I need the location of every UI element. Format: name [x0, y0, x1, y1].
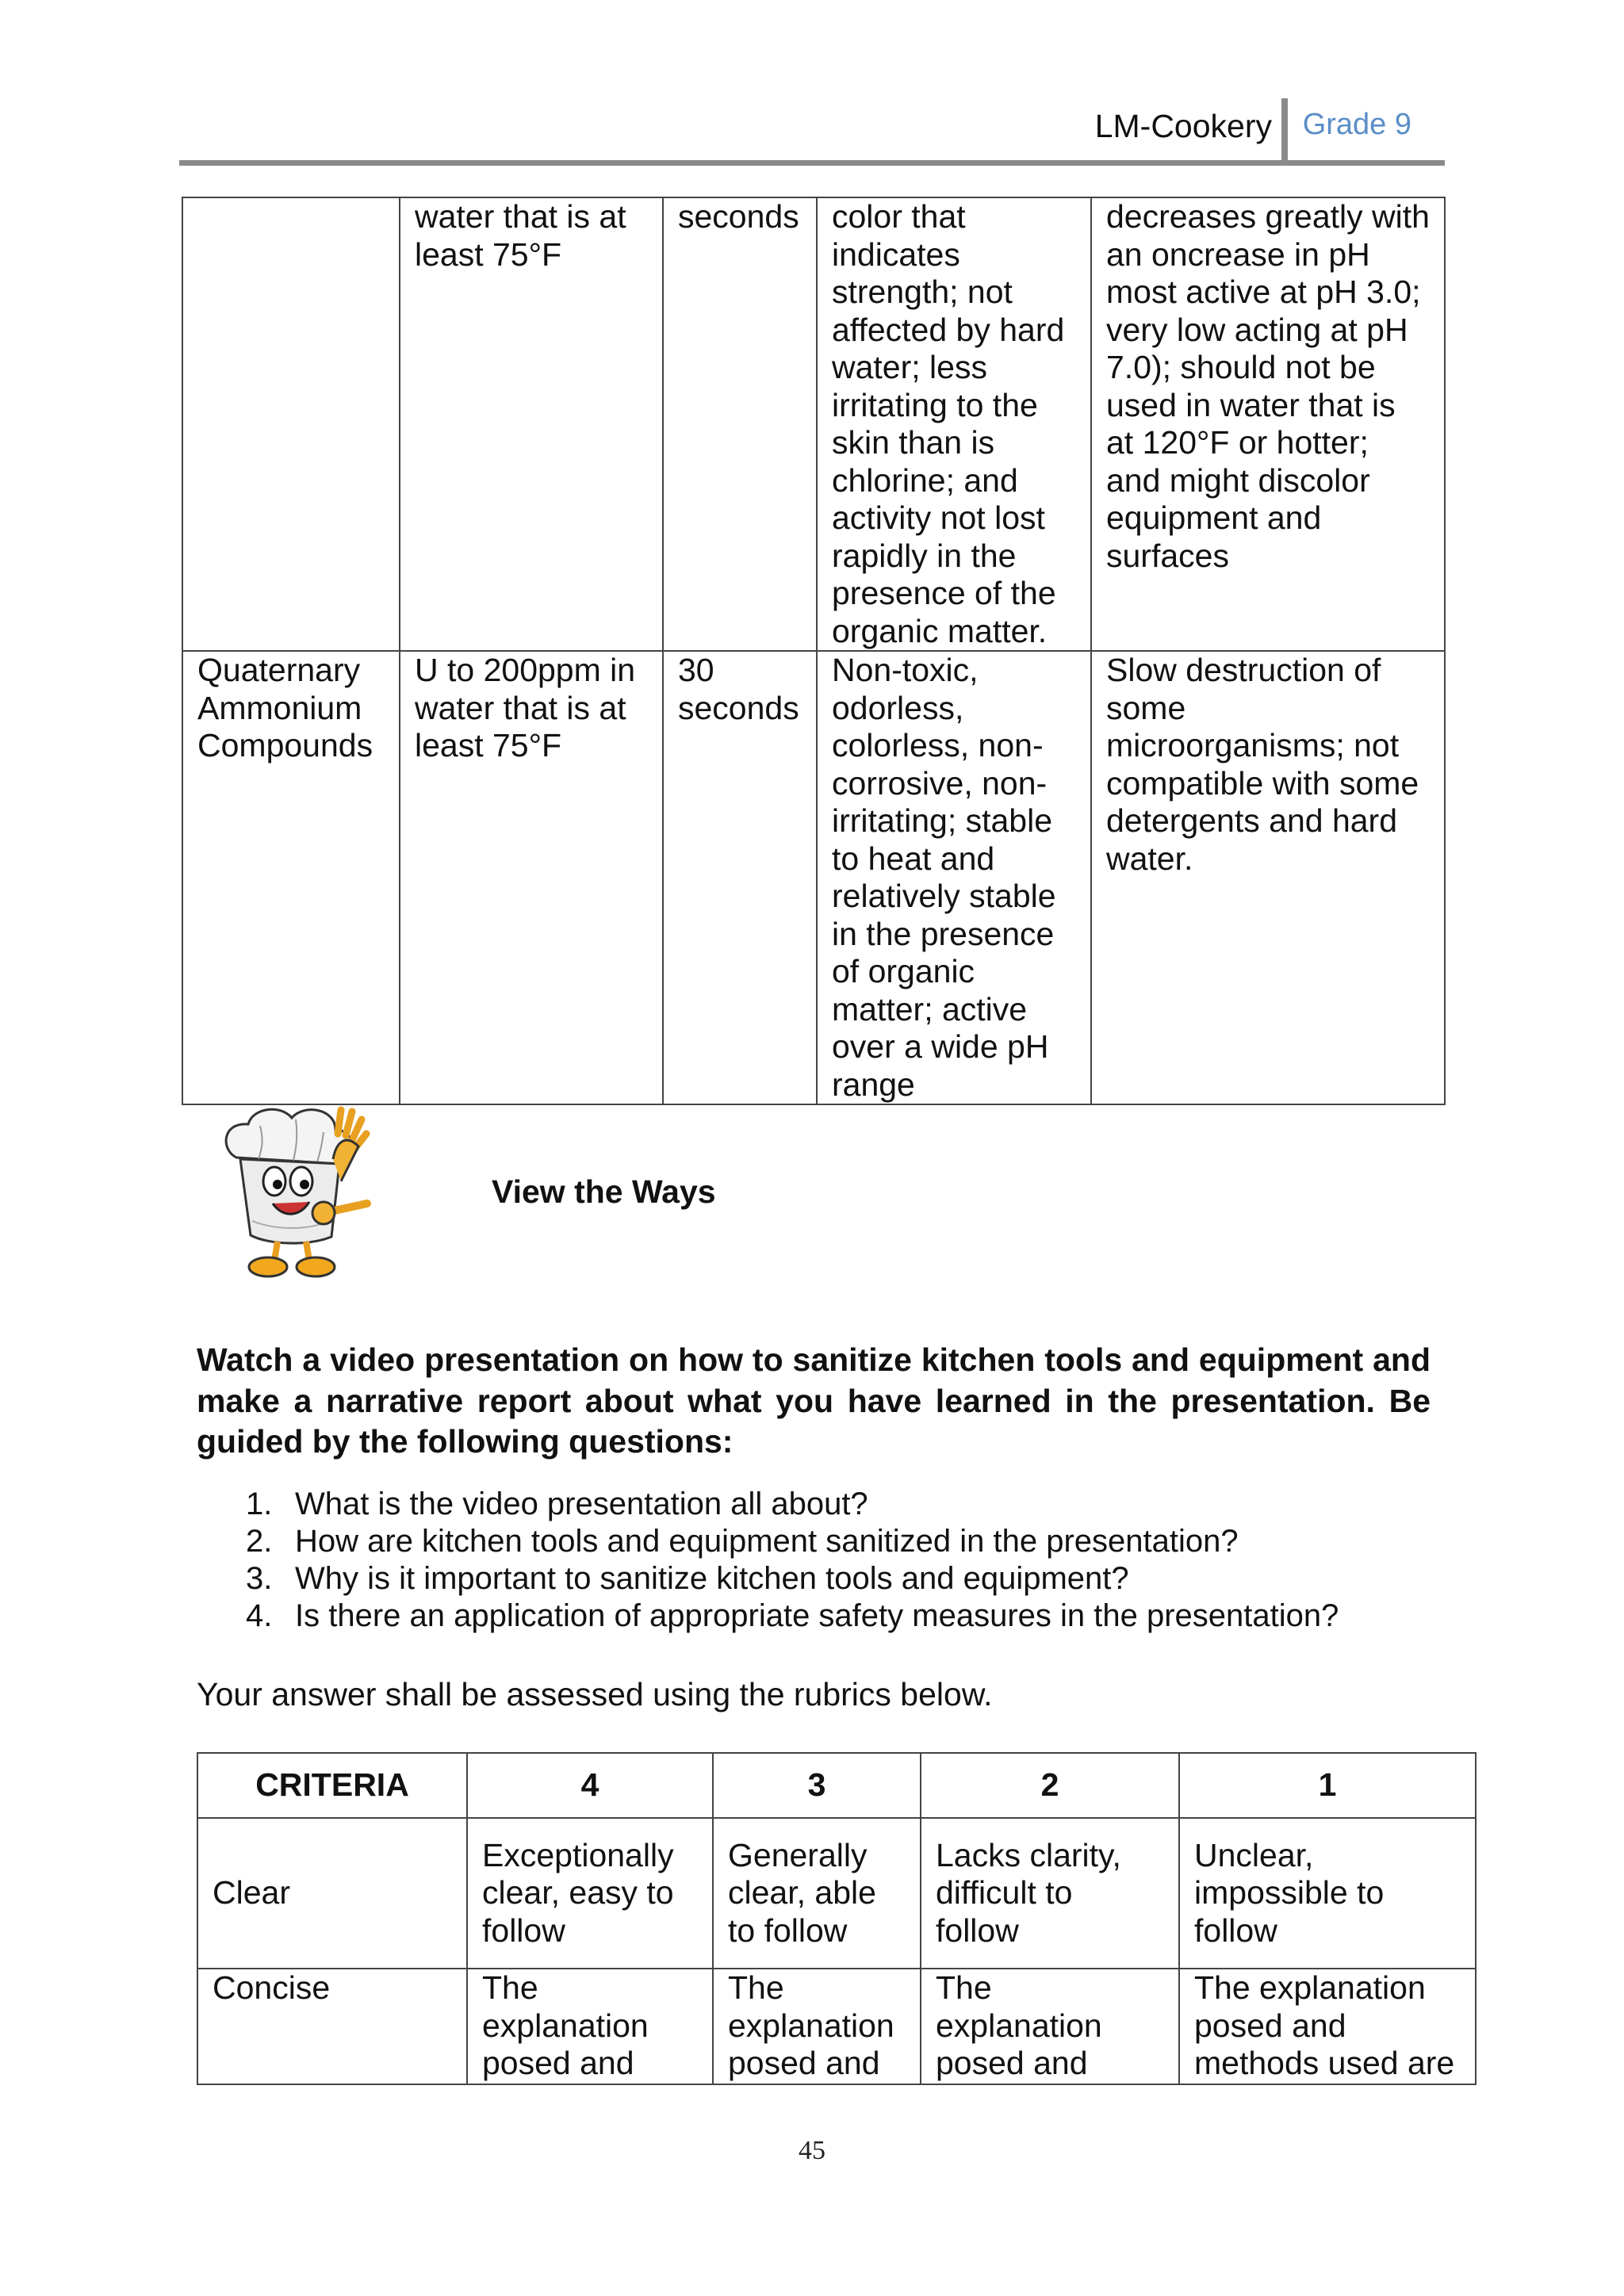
sanitizer-advantages: Non-toxic, odorless, colorless, non-corrosive, non-irritating; stable to heat and relatively stable in the presence of organic matter; active over a wide pH range — [817, 651, 1091, 1104]
question-text: What is the video presentation all about? — [295, 1487, 868, 1521]
rubric-cell-2: Lacks clarity, difficult to follow — [921, 1818, 1179, 1969]
rubric-table — [197, 1752, 1477, 2085]
list-number: 3. — [246, 1561, 273, 1596]
rubric-header-1: 1 — [1179, 1753, 1476, 1818]
rubric-criteria: Concise — [197, 1969, 467, 2084]
question-text: How are kitchen tools and equipment sanitized in the presentation? — [295, 1524, 1239, 1559]
list-item — [236, 1523, 1426, 1560]
sanitizer-time: 30 seconds — [663, 651, 817, 1104]
rubric-criteria: Clear — [197, 1818, 467, 1969]
rubric-cell-3: The explanation posed and — [713, 1969, 921, 2084]
sanitizer-advantages: color that indicates strength; not affected by hard water; less irritating to the skin than is chlorine; and activity not lost rapidly in the presence of the organic matter. — [817, 197, 1091, 651]
header-subject: LM-Cookery — [1094, 108, 1272, 144]
guide-questions-list — [236, 1486, 1426, 1635]
header-divider — [1281, 98, 1288, 162]
instructions-paragraph: Watch a video presentation on how to sanitize kitchen tools and equipment and make a narrative report about what you have learned in the presentation. Be guided by the following questions: — [197, 1341, 1431, 1460]
rubric-cell-2: The explanation posed and — [921, 1969, 1179, 2084]
chef-hat-mascot-icon — [205, 1102, 379, 1284]
list-item — [236, 1598, 1426, 1635]
assessment-note: Your answer shall be assessed using the rubrics below. — [197, 1676, 993, 1712]
sanitizer-table — [182, 197, 1446, 1105]
rubric-header-4: 4 — [467, 1753, 713, 1818]
rubric-header-3: 3 — [713, 1753, 921, 1818]
rubric-cell-3: Generally clear, able to follow — [713, 1818, 921, 1969]
rubric-header-2: 2 — [921, 1753, 1179, 1818]
rubric-cell-4: The explanation posed and — [467, 1969, 713, 2084]
page-header — [179, 94, 1445, 166]
question-text: Is there an application of appropriate safety measures in the presentation? — [295, 1598, 1339, 1633]
rubric-cell-1: Unclear, impossible to follow — [1179, 1818, 1476, 1969]
sanitizer-disadvantages: decreases greatly with an oncrease in pH most active at pH 3.0; very low acting at pH 7.0); should not be used in water that is at 120°F or hotter; and might discolor equipment and surfaces — [1091, 197, 1445, 651]
rubric-header-row — [197, 1753, 1476, 1818]
table-row — [182, 651, 1445, 1104]
rubric-cell-4: Exceptionally clear, easy to follow — [467, 1818, 713, 1969]
table-row — [197, 1969, 1476, 2084]
page-number: 45 — [799, 2136, 825, 2165]
section-title: View the Ways — [492, 1173, 716, 1210]
rubric-cell-1: The explanation posed and methods used are — [1179, 1969, 1476, 2084]
list-item — [236, 1560, 1426, 1598]
list-number: 2. — [246, 1524, 273, 1559]
rubric-header-criteria: CRITERIA — [197, 1753, 467, 1818]
sanitizer-concentration: water that is at least 75°F — [400, 197, 663, 651]
list-number: 1. — [246, 1487, 273, 1521]
list-item — [236, 1486, 1426, 1523]
list-number: 4. — [246, 1598, 273, 1633]
sanitizer-name: Quaternary Ammonium Compounds — [182, 651, 400, 1104]
header-grade: Grade 9 — [1302, 108, 1411, 141]
table-row — [197, 1818, 1476, 1969]
sanitizer-concentration: U to 200ppm in water that is at least 75°F — [400, 651, 663, 1104]
sanitizer-name — [182, 197, 400, 651]
question-text: Why is it important to sanitize kitchen tools and equipment? — [295, 1561, 1129, 1596]
sanitizer-disadvantages: Slow destruction of some microorganisms; not compatible with some detergents and hard water. — [1091, 651, 1445, 1104]
sanitizer-time: seconds — [663, 197, 817, 651]
table-row — [182, 197, 1445, 651]
